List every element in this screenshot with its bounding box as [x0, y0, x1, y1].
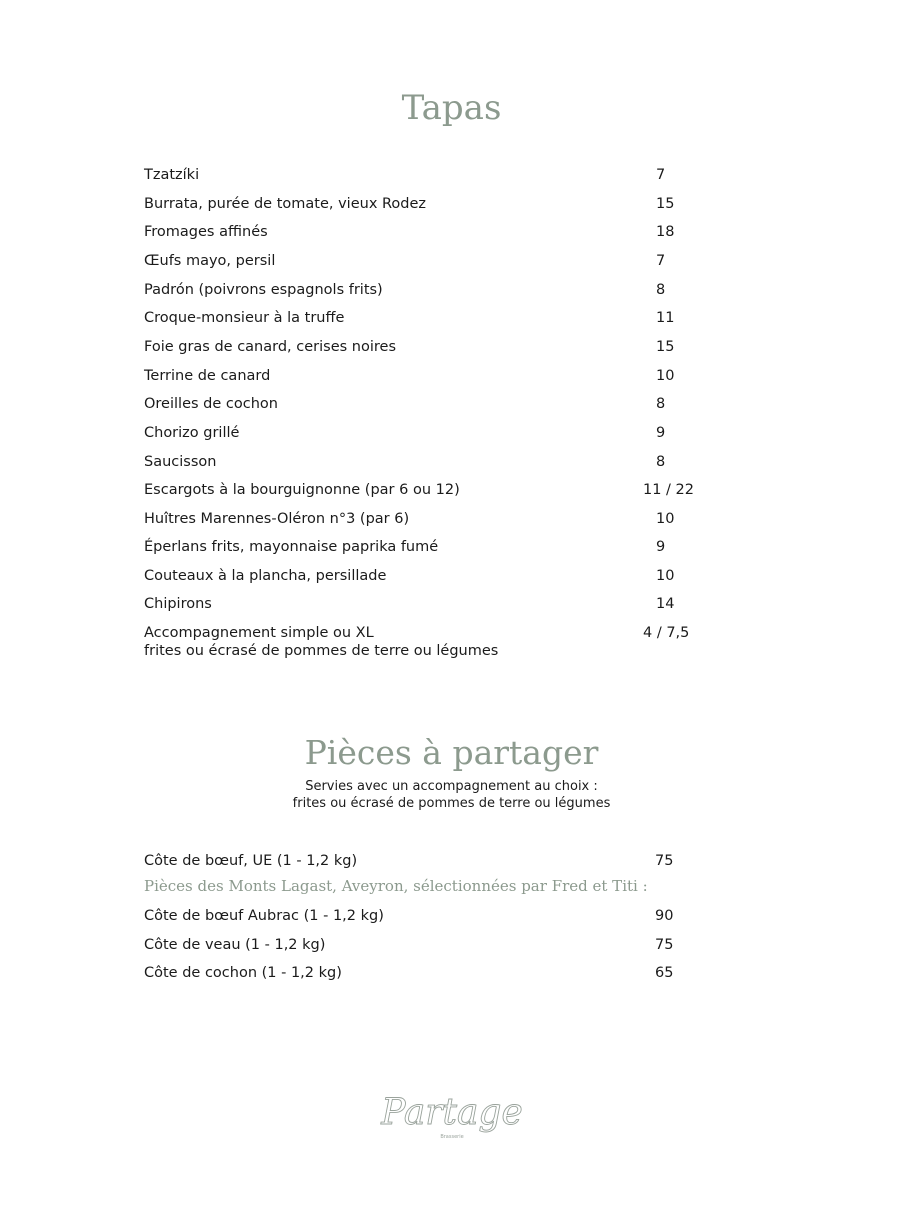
item-price: 11	[656, 310, 675, 326]
menu-item	[144, 623, 704, 667]
item-name: Côte de bœuf Aubrac (1 - 1,2 kg)	[144, 908, 384, 924]
item-name: Oreilles de cochon	[144, 396, 278, 412]
item-name: Couteaux à la plancha, persillade	[144, 568, 387, 584]
item-name: Padrón (poivrons espagnols frits)	[144, 282, 383, 298]
menu-item	[144, 851, 704, 875]
item-price: 7	[656, 167, 666, 183]
logo-wordmark: Partage	[381, 1092, 523, 1133]
item-price: 10	[656, 511, 675, 527]
item-name: Burrata, purée de tomate, vieux Rodez	[144, 196, 427, 212]
item-name: Huîtres Marennes-Oléron n°3 (par 6)	[144, 511, 410, 527]
logo-tagline: Brasserie	[440, 1134, 464, 1140]
item-price: 11 / 22	[643, 482, 695, 498]
item-price: 10	[656, 368, 675, 384]
item-name: Fromages affinés	[144, 224, 268, 240]
menu-item	[144, 394, 704, 418]
item-price: 7	[656, 253, 666, 269]
menu-item	[144, 337, 704, 361]
item-name: Chorizo grillé	[144, 425, 240, 441]
pieces-title: Pièces à partager	[304, 733, 599, 772]
item-name: Terrine de canard	[144, 368, 271, 384]
item-name: Tzatzíki	[144, 167, 200, 183]
item-name: Côte de cochon (1 - 1,2 kg)	[144, 965, 342, 981]
item-name: Côte de veau (1 - 1,2 kg)	[144, 937, 326, 953]
item-name: Chipirons	[144, 596, 212, 612]
item-price: 18	[656, 224, 675, 240]
menu-item	[144, 222, 704, 246]
item-name: Côte de bœuf, UE (1 - 1,2 kg)	[144, 853, 358, 869]
item-price: 8	[656, 282, 666, 298]
menu-item	[144, 566, 704, 590]
item-price: 9	[656, 425, 666, 441]
menu-item	[144, 906, 704, 930]
item-name: Saucisson	[144, 454, 217, 470]
menu-item	[144, 480, 704, 504]
item-price: 15	[656, 339, 675, 355]
item-price: 90	[655, 908, 674, 924]
item-price: 4 / 7,5	[643, 625, 690, 641]
provenance-note: Pièces des Monts Lagast, Aveyron, sélectionnées par Fred et Titi :	[144, 877, 648, 895]
tapas-title: Tapas	[401, 88, 502, 128]
menu-item	[144, 366, 704, 390]
menu-item	[144, 963, 704, 987]
item-price: 65	[655, 965, 674, 981]
item-description: frites ou écrasé de pommes de terre ou légumes	[144, 643, 499, 659]
menu-item	[144, 935, 704, 959]
item-name: Éperlans frits, mayonnaise paprika fumé	[144, 539, 439, 555]
menu-item	[144, 537, 704, 561]
menu-item	[144, 280, 704, 304]
menu-item	[144, 308, 704, 332]
item-price: 8	[656, 396, 666, 412]
item-name: Escargots à la bourguignonne (par 6 ou 12)	[144, 482, 460, 498]
menu-item	[144, 509, 704, 533]
item-name: Foie gras de canard, cerises noires	[144, 339, 396, 355]
item-name: Accompagnement simple ou XL	[144, 625, 374, 641]
menu-item	[144, 165, 704, 189]
item-price: 14	[656, 596, 675, 612]
pieces-subtitle: frites ou écrasé de pommes de terre ou légumes	[292, 796, 611, 811]
pieces-subtitle: Servies avec un accompagnement au choix :	[305, 779, 598, 794]
item-price: 8	[656, 454, 666, 470]
item-price: 15	[656, 196, 675, 212]
item-name: Croque-monsieur à la truffe	[144, 310, 345, 326]
partage-logo	[381, 1080, 523, 1144]
item-price: 75	[655, 937, 674, 953]
menu-item	[144, 594, 704, 618]
menu-item	[144, 452, 704, 476]
item-price: 75	[655, 853, 674, 869]
item-price: 10	[656, 568, 675, 584]
item-price: 9	[656, 539, 666, 555]
menu-item	[144, 423, 704, 447]
menu-item	[144, 251, 704, 275]
menu-item	[144, 194, 704, 218]
item-name: Œufs mayo, persil	[144, 253, 276, 269]
